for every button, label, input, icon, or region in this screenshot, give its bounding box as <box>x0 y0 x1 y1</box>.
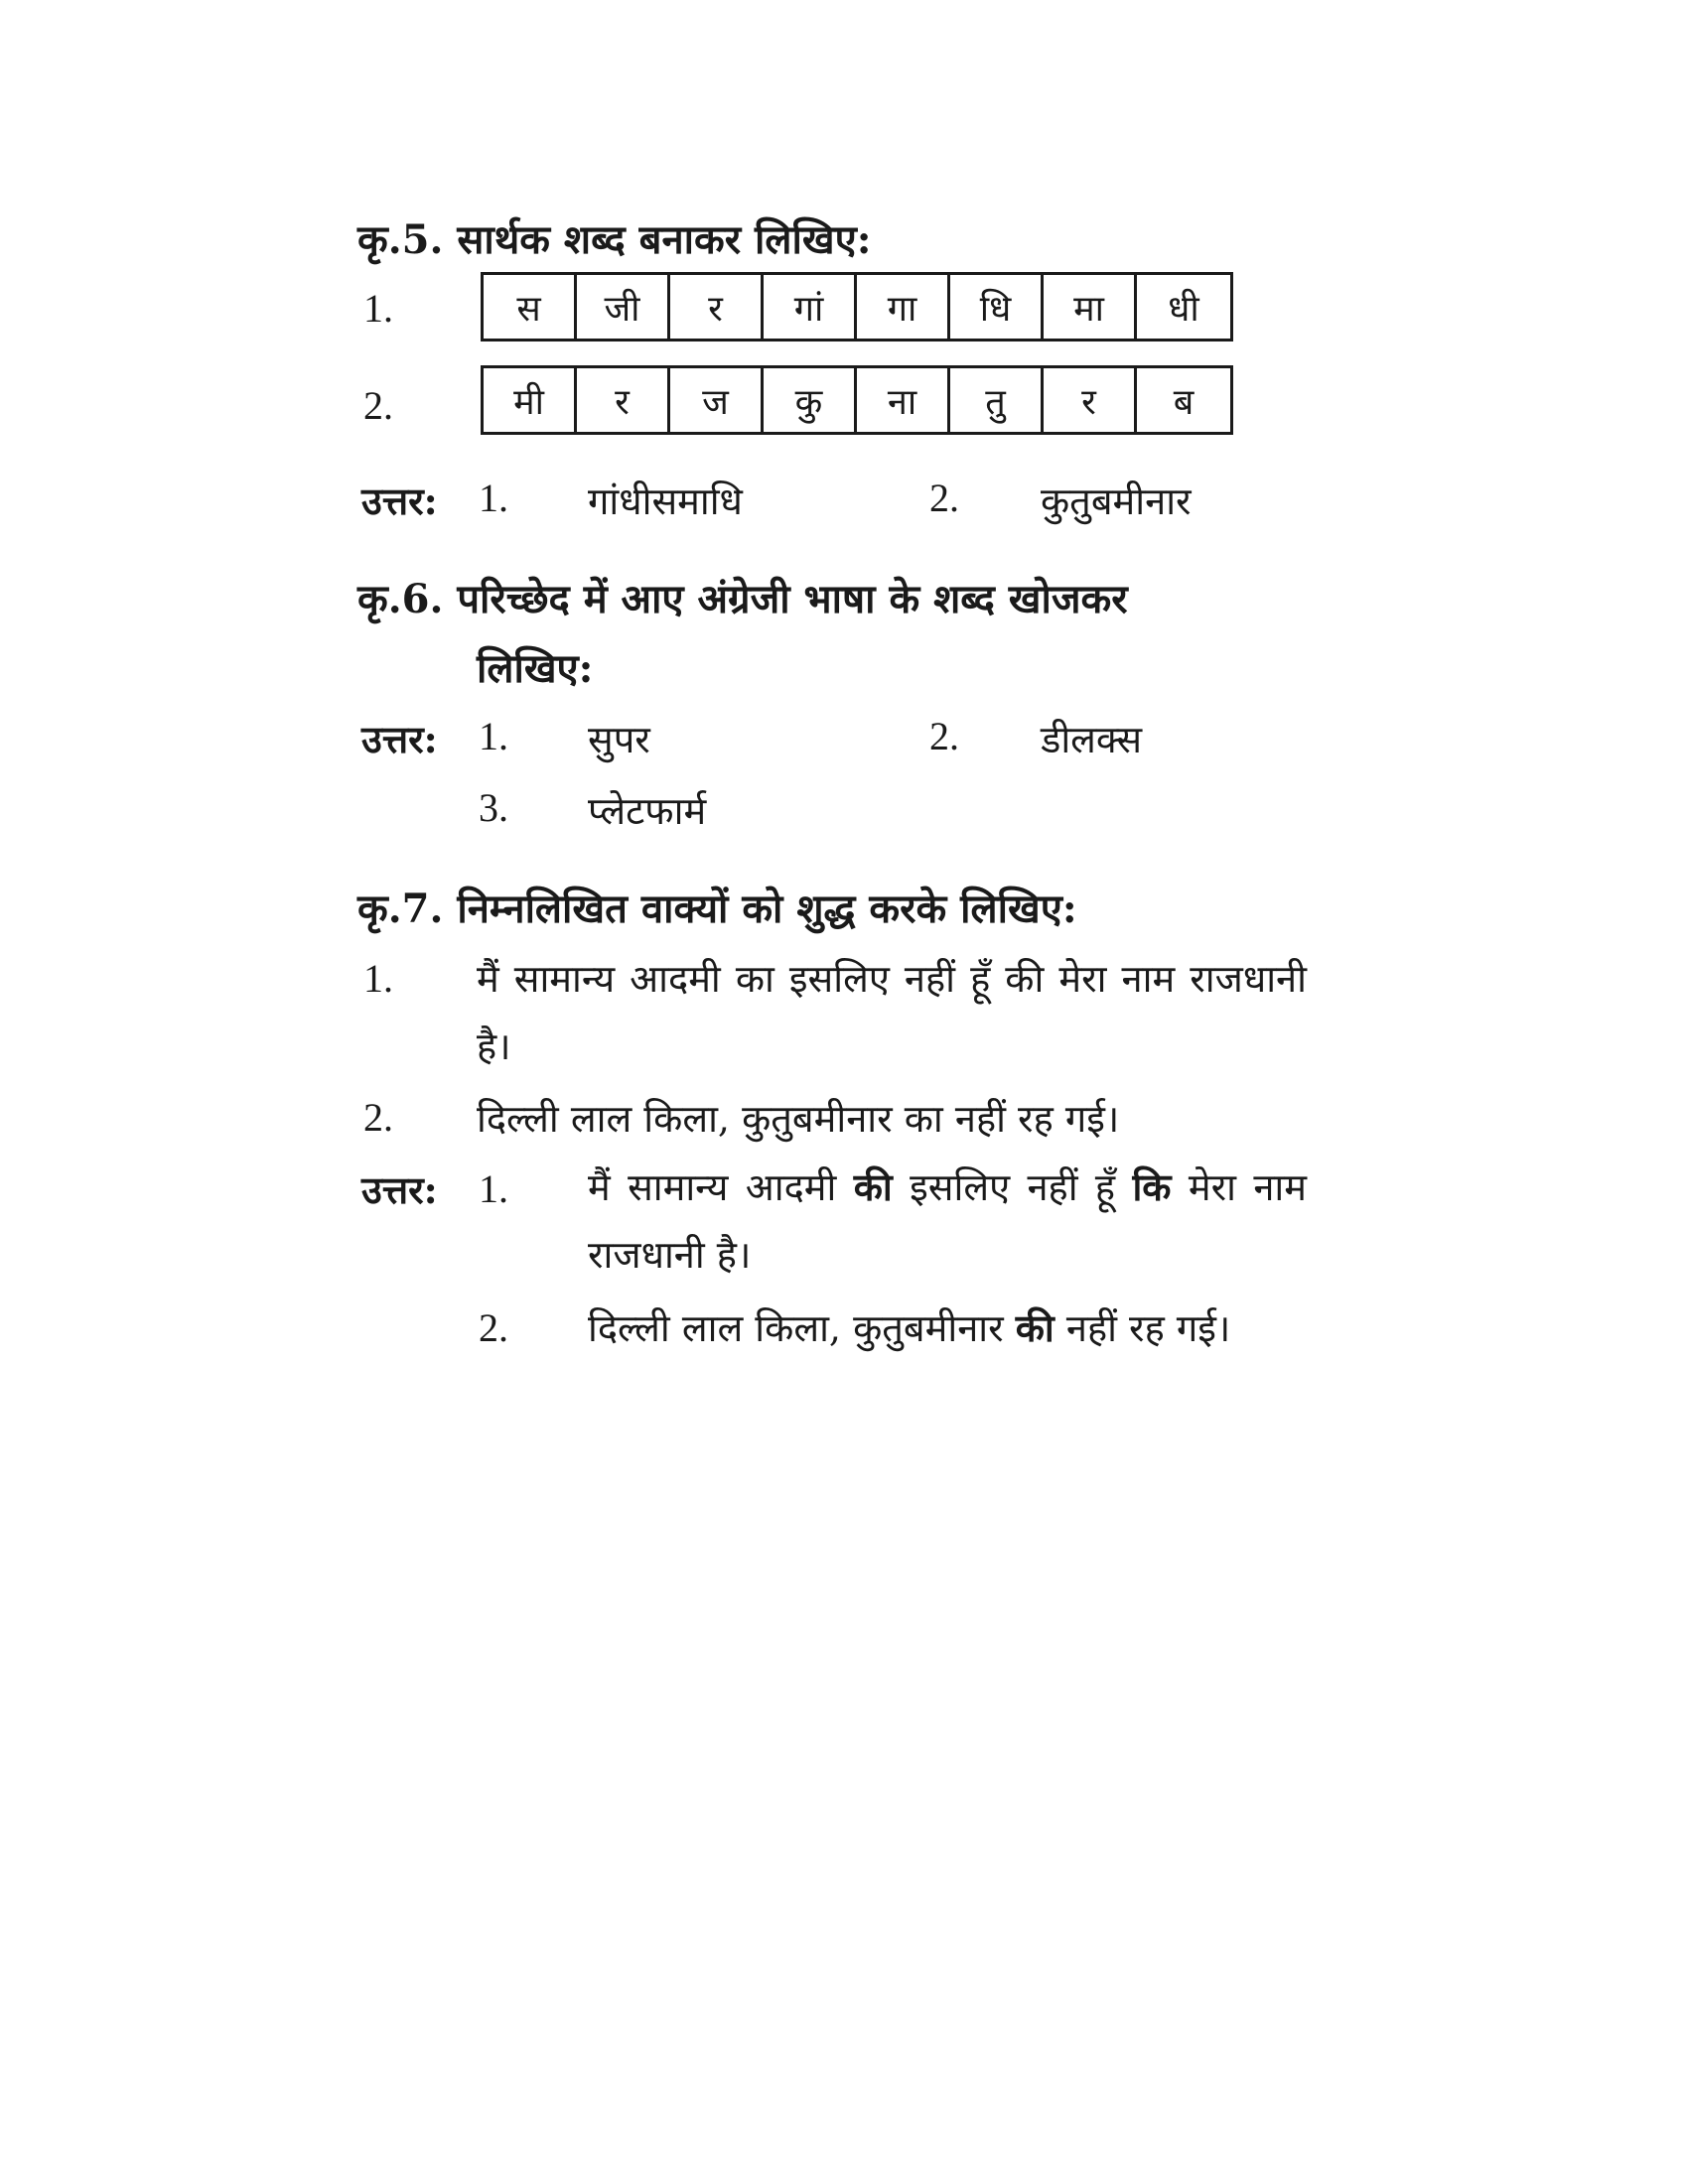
letter-cell: ज <box>670 368 764 432</box>
q5-answer-1-text: गांधीसमाधि <box>588 479 743 523</box>
q5-row1-label: 1. <box>363 286 393 331</box>
q7-item-1-num: 1. <box>363 956 393 1001</box>
q5-letter-grid-1 <box>481 272 1233 341</box>
q5-letter-grid-2 <box>481 365 1233 435</box>
letter-cell: र <box>670 275 764 339</box>
q7-answer-1-num: 1. <box>479 1166 508 1211</box>
letter-cell: गा <box>857 275 950 339</box>
q5-answer-2-num: 2. <box>929 476 959 520</box>
corrected-word: की <box>1015 1305 1055 1350</box>
q6-answer-3-text: प्लेटफार्म <box>588 789 707 833</box>
q5-answer-1-num: 1. <box>479 476 508 520</box>
letter-cell: धि <box>950 275 1044 339</box>
corrected-word: कि <box>1132 1164 1172 1209</box>
letter-cell: मा <box>1044 275 1137 339</box>
q6-heading-line2: लिखिए: <box>477 645 594 692</box>
q6-answer-2-text: डीलक्स <box>1041 718 1143 761</box>
q7-item-2-num: 2. <box>363 1095 393 1140</box>
letter-cell: गां <box>764 275 857 339</box>
q6-heading-line1: कृ.6. परिच्छेद में आए अंग्रेजी भाषा के शब्द खोजकर <box>357 576 1128 622</box>
corrected-word: की <box>853 1164 893 1209</box>
q7-heading: कृ.7. निम्नलिखित वाक्यों को शुद्ध करके लिखिए: <box>357 886 1077 932</box>
letter-cell: मी <box>484 368 577 432</box>
letter-cell: कु <box>764 368 857 432</box>
q5-answer-label: उत्तर: <box>361 478 438 523</box>
q5-heading: कृ.5. सार्थक शब्द बनाकर लिखिए: <box>357 216 872 263</box>
letter-cell: जी <box>577 275 670 339</box>
letter-cell: धी <box>1168 288 1199 330</box>
q7-answer-1-text: मैं सामान्य आदमी की इसलिए नहीं हूँ कि मेरा नाम राजधानी है। <box>588 1164 1307 1277</box>
letter-cell: र <box>577 368 670 432</box>
q7-answer-2-text: दिल्ली लाल किला, कुतुबमीनार की नहीं रह गई। <box>588 1305 1231 1350</box>
letter-cell: स <box>484 275 577 339</box>
letter-cell: ना <box>857 368 950 432</box>
q6-answer-1-num: 1. <box>479 714 508 758</box>
letter-cell: र <box>1044 368 1137 432</box>
q5-row2-label: 2. <box>363 383 393 428</box>
letter-cell: ब <box>1173 381 1195 423</box>
q7-answer-2-num: 2. <box>479 1305 508 1350</box>
q6-answer-3-num: 3. <box>479 785 508 830</box>
q7-answer-label: उत्तर: <box>361 1167 438 1212</box>
letter-cell: तु <box>950 368 1044 432</box>
q6-answer-2-num: 2. <box>929 714 959 758</box>
q7-item-2-text: दिल्ली लाल किला, कुतुबमीनार का नहीं रह गई। <box>477 1097 1120 1141</box>
q6-answer-label: उत्तर: <box>361 717 438 761</box>
q6-answer-1-text: सुपर <box>588 718 650 761</box>
q5-answer-2-text: कुतुबमीनार <box>1041 479 1192 523</box>
q7-item-1-text: मैं सामान्य आदमी का इसलिए नहीं हूँ की मेरा नाम राजधानी है। <box>477 957 1307 1068</box>
